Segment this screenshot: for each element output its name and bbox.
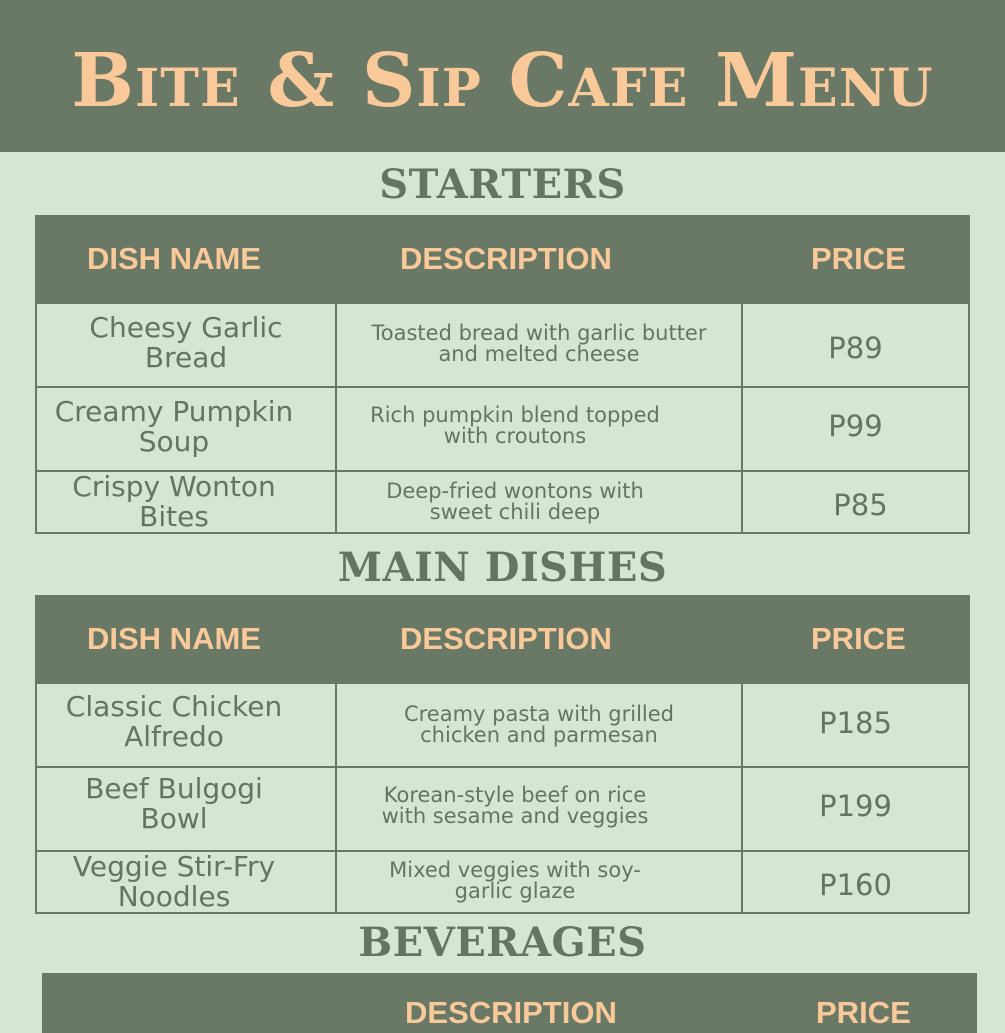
dish-name: Crispy Wonton Bites bbox=[72, 470, 276, 533]
table-header bbox=[37, 217, 968, 302]
dish-description: Rich pumpkin blend topped with croutons bbox=[370, 403, 660, 448]
section-title-beverages: BEVERAGES bbox=[358, 919, 647, 966]
dish-description: Korean-style beef on rice with sesame and veggies bbox=[381, 783, 649, 828]
section-title-main-dishes: MAIN DISHES bbox=[337, 544, 668, 591]
table-row bbox=[37, 766, 968, 850]
table-row bbox=[37, 470, 968, 534]
dish-price: P160 bbox=[819, 868, 892, 902]
column-header-price: PRICE bbox=[811, 621, 906, 656]
table-row bbox=[37, 302, 968, 386]
dish-price: P185 bbox=[819, 706, 892, 740]
dish-name: Veggie Stir-Fry Noodles bbox=[72, 850, 276, 913]
column-header-description: DESCRIPTION bbox=[405, 995, 617, 1030]
dish-description: Deep-fried wontons with sweet chili deep bbox=[386, 479, 644, 524]
dish-price: P85 bbox=[833, 488, 888, 522]
title-banner bbox=[0, 0, 1005, 152]
dish-description: Creamy pasta with grilled chicken and parmesan bbox=[403, 702, 675, 747]
column-header-description: DESCRIPTION bbox=[400, 241, 612, 276]
column-header-dish-name: DISH NAME bbox=[87, 241, 261, 276]
main-dishes-table bbox=[35, 595, 970, 914]
column-header-dish-name: DISH NAME bbox=[87, 621, 261, 656]
dish-name: Cheesy Garlic Bread bbox=[89, 311, 283, 374]
menu-title: Bite & Sip Cafe Menu bbox=[71, 38, 934, 124]
table-row bbox=[37, 682, 968, 766]
section-title-starters: STARTERS bbox=[379, 161, 626, 208]
dish-name: Classic Chicken Alfredo bbox=[65, 690, 283, 753]
dish-name: Creamy Pumpkin Soup bbox=[54, 395, 294, 458]
column-header-price: PRICE bbox=[811, 241, 906, 276]
dish-description: Toasted bread with garlic butter and melted cheese bbox=[371, 321, 707, 366]
dish-price: P99 bbox=[828, 409, 883, 443]
dish-description: Mixed veggies with soy- garlic glaze bbox=[389, 858, 641, 903]
starters-table bbox=[35, 215, 970, 534]
table-header bbox=[37, 597, 968, 682]
table-row bbox=[37, 850, 968, 914]
table-row bbox=[37, 386, 968, 470]
dish-price: P89 bbox=[828, 331, 883, 365]
column-header-description: DESCRIPTION bbox=[400, 621, 612, 656]
beverages-table bbox=[42, 973, 977, 1033]
dish-price: P199 bbox=[819, 789, 892, 823]
column-header-price: PRICE bbox=[816, 995, 911, 1030]
dish-name: Beef Bulgogi Bowl bbox=[85, 772, 263, 835]
